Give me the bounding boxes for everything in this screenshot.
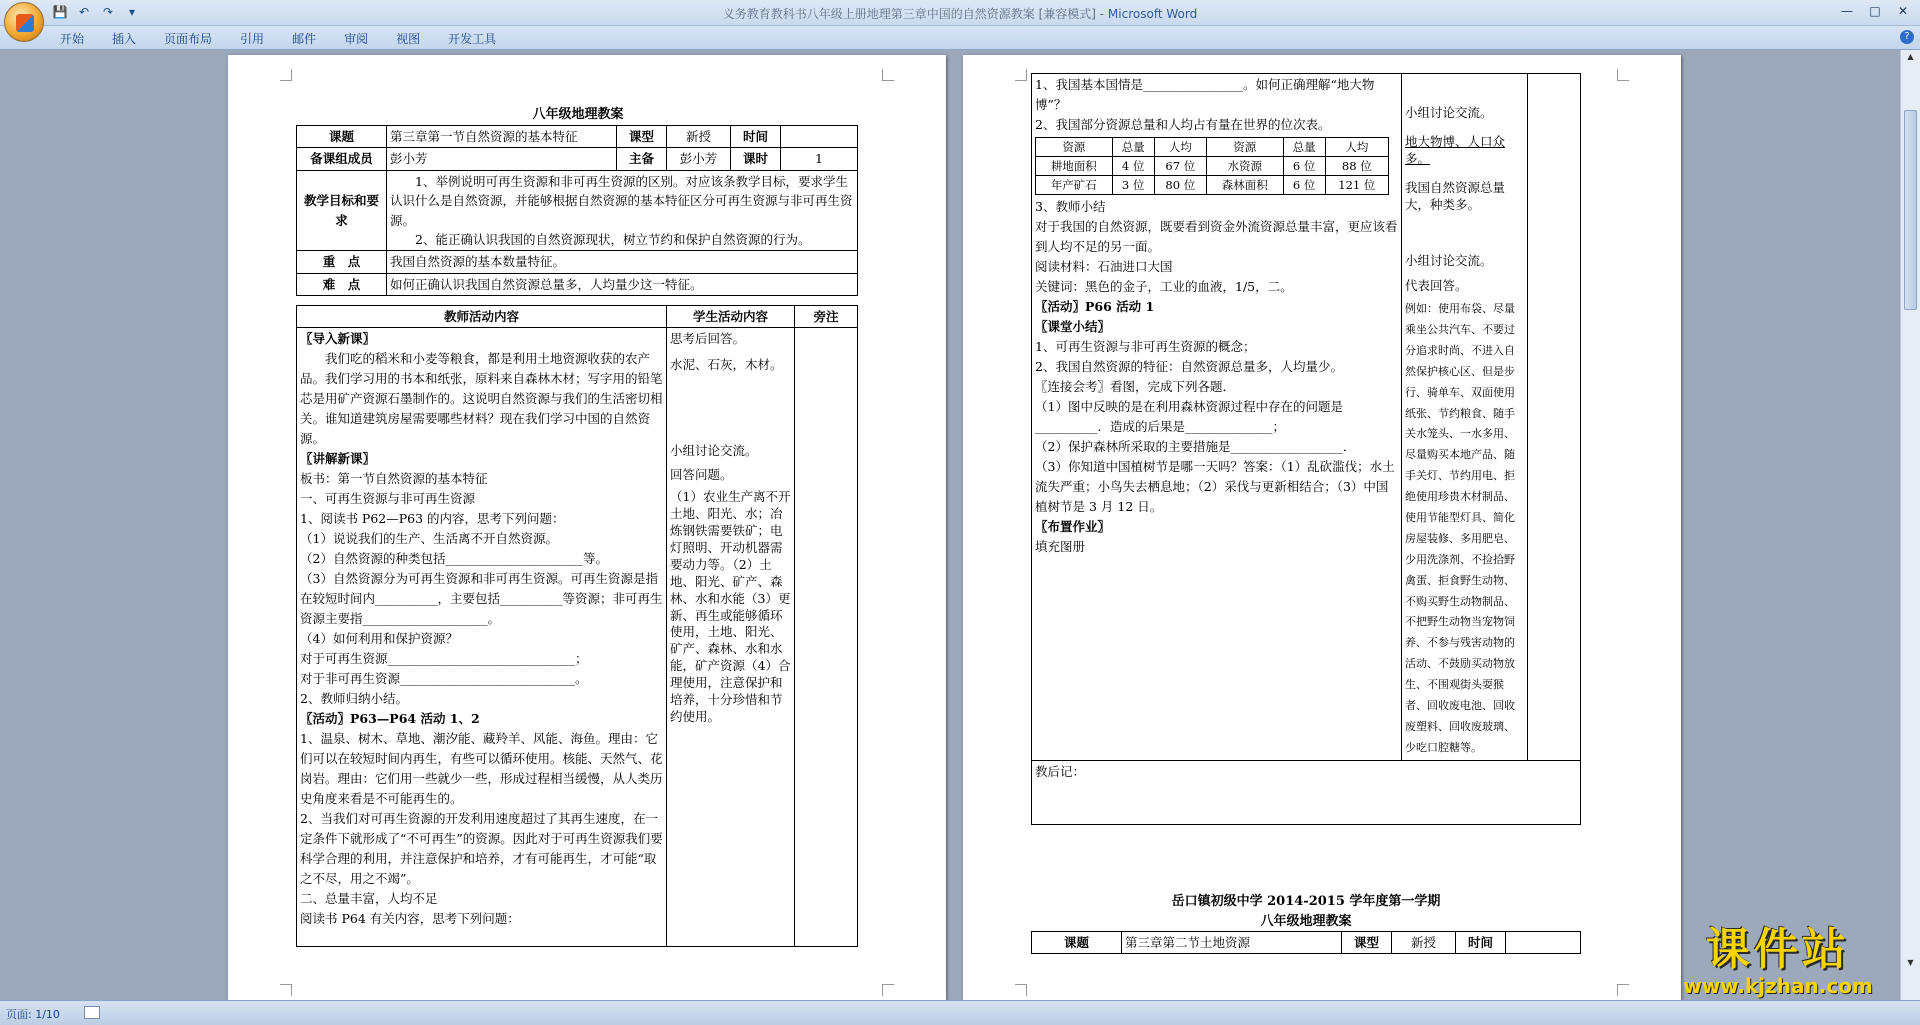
value-course: 第三章第一节自然资源的基本特征 [387,126,617,148]
paragraph: 1、阅读书 P62—P63 的内容，思考下列问题： [300,511,565,527]
paragraph: 阅读书 P64 有关内容，思考下列问题： [300,911,520,927]
reflection-label: 教后记： [1035,763,1086,779]
ribbon-tabs-bar [0,26,1920,50]
vertical-scrollbar[interactable] [1900,50,1920,1000]
student-line: 例如：使用布袋、尽量乘坐公共汽车、不要过分追求时尚、不进入自然保护核心区、但是步行、骑单车、双面使用纸张、节约粮食、随手关水笼头、一水多用、尽量购买本地产品、随手关灯、节约用电、拒绝使用珍贵木材制品、使用节能型灯具、简化房屋装修、多用肥皂、少用洗涤剂、不捡拾野禽蛋、拒食野生动物、不购买野生动物制品、不把野生动物当宠物饲养、不参与残害动物的活动、不鼓励买动物放生、不围观街头耍猴者、回收废电池、回收废塑料、回收废玻璃、少吃口腔糖等。 [1405,302,1515,754]
paragraph: 关键词：黑色的金子，工业的血液，1/5，二。 [1035,279,1293,295]
teacher-activity-cell [1032,74,1402,761]
value-type: 新授 [1392,932,1456,954]
paragraph: （3）你知道中国植树节是哪一天吗？答案：（1）乱砍滥伐；水土流失严重；小鸟失去栖息地；（2）采伐与更新相结合；（3）中国植树节是 3 月 12 日。 [1035,459,1395,515]
undo-icon[interactable]: ↶ [78,5,90,19]
tab-references[interactable]: 引用 [240,32,265,46]
paragraph: （1）说说我们的生产、生活离不开自然资源。 [300,531,558,547]
lesson-table-2 [1031,931,1581,954]
header-student: 学生活动内容 [667,306,795,328]
value-course: 第三章第二节土地资源 [1122,932,1342,954]
paragraph: 〖连接会考〗看图，完成下列各题． [1035,379,1236,395]
paragraph: 2、我国部分资源总量和人均占有量在世界的位次表。 [1035,117,1331,132]
paragraph: 2、教师归纳小结。 [300,691,408,707]
label-time: 时间 [731,126,781,148]
rank-cell: 6 位 [1283,176,1325,195]
paragraph: （1）图中反映的是在利用森林资源过程中存在的问题是__________．造成的后果是______________； [1035,399,1343,435]
student-line: 我国自然资源总量大，种类多。 [1405,179,1506,212]
paragraph: 填充图册 [1035,539,1086,555]
label-type: 课型 [1342,932,1392,954]
paragraph: 对于非可再生资源____________________________。 [300,671,588,687]
window-controls [1834,2,1916,20]
student-line: 思考后回答。 [670,331,746,347]
scroll-up-icon[interactable]: ▲ [1907,52,1914,61]
student-line: 小组讨论交流。 [670,443,758,459]
page-title: 八年级地理教案 [532,107,624,122]
resource-rank-table [1035,137,1389,195]
rank-header: 人均 [1325,138,1388,157]
minimize-button[interactable]: — [1841,4,1853,18]
scrollbar-thumb[interactable] [1904,110,1917,310]
crop-mark [1617,984,1629,996]
section-heading: 〖导入新课〗 [300,331,376,347]
student-line: 代表回答。 [1405,278,1468,294]
student-line: 小组讨论交流。 [1405,253,1493,269]
paragraph: 2、我国自然资源的特征：自然资源总量多，人均量少。 [1035,359,1343,375]
label-difficulty: 难 点 [297,273,387,295]
paragraph: 对于我国的自然资源，既要看到资金外流资源总量丰富，更应该看到人均不足的另一面。 [1035,219,1398,255]
crop-mark [1617,69,1629,81]
rank-header: 总量 [1112,138,1154,157]
paragraph: 1、温泉、树木、草地、潮汐能、藏羚羊、风能、海鱼。理由：它们可以在较短时间内再生，有些可以循环使用。核能、天然气、花岗岩。理由：它们用一些就少一些，形成过程相当缓慢，从人类历史角度来看是不可能再生的。 [300,731,663,807]
rank-cell: 88 位 [1325,157,1388,176]
student-activity-cell [1402,74,1528,761]
tab-review[interactable]: 审阅 [344,32,369,46]
label-key-point: 重 点 [297,251,387,273]
document-workspace[interactable] [0,50,1900,1000]
paragraph: （3）自然资源分为可再生资源和非可再生资源。可再生资源是指在较短时间内__________，主要包括__________等资源；非可再生资源主要指____________________。 [300,571,663,627]
value-members: 彭小芳 [387,148,617,170]
student-line: （1）农业生产离不开土地、阳光、水；冶炼钢铁需要铁矿；电灯照明、开动机器需要动力等。（2）土地、阳光、矿产、森林、水和水能（3）更新、再生或能够循环使用，土地、阳光、矿产、森林、水和水能，矿产资源（4）合理使用，注意保护和培养，十分珍惜和节约使用。 [670,489,791,724]
page-1 [228,55,946,1000]
section-heading: 〖活动〗P66 活动 1 [1035,299,1155,315]
paragraph: 3、教师小结 [1035,199,1106,215]
rank-header: 人均 [1154,138,1206,157]
rank-header: 资源 [1206,138,1283,157]
section-heading: 〖活动〗P63—P64 活动 1、2 [300,711,480,727]
paragraph: 阅读材料：石油进口大国 [1035,259,1173,275]
crop-mark [1015,69,1027,81]
student-line: 地大物博、人口众多。 [1405,133,1506,166]
label-members: 备课组成员 [297,148,387,170]
label-course: 课题 [297,126,387,148]
office-button[interactable] [4,2,44,42]
status-bar [0,1000,1920,1025]
school-name: 岳口镇初级中学 2014-2015 学年度第一学期 [1171,894,1441,909]
tab-developer[interactable]: 开发工具 [448,32,497,46]
label-type: 课型 [617,126,667,148]
window-title: 义务教育教科书八年级上册地理第三章中国的自然资源教案 [兼容模式] - Microsoft Word [722,7,1198,21]
label-lead: 主备 [617,148,667,170]
value-key-point: 我国自然资源的基本数量特征。 [387,251,858,273]
section-heading: 〖布置作业〗 [1035,519,1111,535]
paragraph: 板书：第一节自然资源的基本特征 [300,471,488,487]
value-time [1506,932,1581,954]
customize-icon[interactable]: ▾ [128,5,136,19]
rank-header: 资源 [1036,138,1113,157]
teacher-activity-cell [297,328,667,947]
section-heading: 〖课堂小结〗 [1035,319,1111,335]
rank-cell: 67 位 [1154,157,1206,176]
proofing-icon[interactable] [84,1006,100,1019]
tab-view[interactable]: 视图 [396,32,421,46]
crop-mark [280,984,292,996]
header-note: 旁注 [795,306,858,328]
page-2 [963,55,1681,1000]
tab-home[interactable]: 开始 [60,32,85,46]
paragraph: 2、当我们对可再生资源的开发利用速度超过了其再生速度，在一定条件下就形成了“不可再生”的资源。因此对于可再生资源我们要科学合理的利用，并注意保护和培养，才有可能再生，才可能“取之不尽，用之不竭”。 [300,811,663,887]
paragraph: 我们吃的稻米和小麦等粮食，都是利用土地资源收获的农产品。我们学习用的书本和纸张，原料来自森林木材；写字用的铅笔芯是用矿产资源石墨制作的。这说明自然资源与我们的生活密切相关。谁知道建筑房屋需要哪些材料？现在我们学习中国的自然资源。 [300,351,663,447]
paragraph: （2）自然资源的种类包括______________________等。 [300,551,608,567]
value-lead: 彭小芳 [667,148,731,170]
reflection-cell [1032,760,1581,824]
note-cell [1528,74,1581,761]
watermark-url: www.kjzhan.com [1683,974,1873,998]
rank-cell: 6 位 [1283,157,1325,176]
tab-page-layout[interactable]: 页面布局 [164,32,213,46]
rank-cell: 3 位 [1112,176,1154,195]
ribbon-tabs [60,30,524,47]
paragraph: （4）如何利用和保护资源？ [300,631,458,647]
page-count[interactable]: 页面: 1/10 [6,1008,60,1021]
paragraph: 一、可再生资源与非可再生资源 [300,491,476,507]
student-line: 回答问题。 [670,467,733,483]
rank-cell: 耕地面积 [1036,157,1113,176]
paragraph: 对于可再生资源______________________________； [300,651,588,667]
save-icon[interactable]: 💾 [52,5,68,19]
tab-mailings[interactable]: 邮件 [292,32,317,46]
header-teacher: 教师活动内容 [297,306,667,328]
goals-cell [387,170,858,251]
watermark-main: 课件站 [1706,924,1850,975]
label-hours: 课时 [731,148,781,170]
maximize-button[interactable]: □ [1869,4,1881,18]
crop-mark [280,69,292,81]
goal-2: 2、能正确认识我国的自然资源现状，树立节约和保护自然资源的行为。 [415,231,811,247]
rank-header: 总量 [1283,138,1325,157]
value-time [781,126,858,148]
paragraph: 1、可再生资源与非可再生资源的概念； [1035,339,1256,355]
label-goals: 教学目标和要求 [297,170,387,251]
close-button[interactable]: ✕ [1897,4,1909,18]
paragraph: 二、总量丰富，人均不足 [300,891,438,907]
lesson-table [296,125,858,296]
help-icon[interactable]: ? [1900,30,1914,44]
student-line: 水泥、石灰，木材。 [670,357,783,373]
rank-cell: 4 位 [1112,157,1154,176]
goal-1: 1、举例说明可再生资源和非可再生资源的区别。对应该条教学目标，要求学生认识什么是自然资源，并能够根据自然资源的基本特征区分可再生资源与非可再生资源。 [390,173,853,228]
student-activity-cell [667,328,795,947]
label-course: 课题 [1032,932,1122,954]
rank-cell: 年产矿石 [1036,176,1113,195]
value-difficulty: 如何正确认识我国自然资源总量多，人均量少这一特征。 [387,273,858,295]
activity-table [296,305,858,947]
crop-mark [882,984,894,996]
page-title: 八年级地理教案 [1260,914,1352,929]
rank-cell: 森林面积 [1206,176,1283,195]
rank-cell: 121 位 [1325,176,1388,195]
section-heading: 〖讲解新课〗 [300,451,376,467]
title-bar [0,0,1920,26]
site-watermark [1658,925,1898,1000]
paragraph: （2）保护森林所采取的主要措施是__________________． [1035,439,1356,455]
note-cell [795,328,858,947]
tab-insert[interactable]: 插入 [112,32,137,46]
paragraph: 1、我国基本国情是________________。如何正确理解“地大物博”？ [1035,77,1375,112]
activity-table-continued [1031,73,1581,825]
rank-cell: 水资源 [1206,157,1283,176]
student-line: 小组讨论交流。 [1405,105,1493,120]
office-logo-icon [16,14,34,32]
label-time: 时间 [1456,932,1506,954]
value-hours: 1 [781,148,858,170]
redo-icon[interactable]: ↷ [102,5,114,19]
crop-mark [1015,984,1027,996]
scroll-down-icon[interactable]: ▼ [1907,958,1914,967]
crop-mark [882,69,894,81]
value-type: 新授 [667,126,731,148]
rank-cell: 80 位 [1154,176,1206,195]
